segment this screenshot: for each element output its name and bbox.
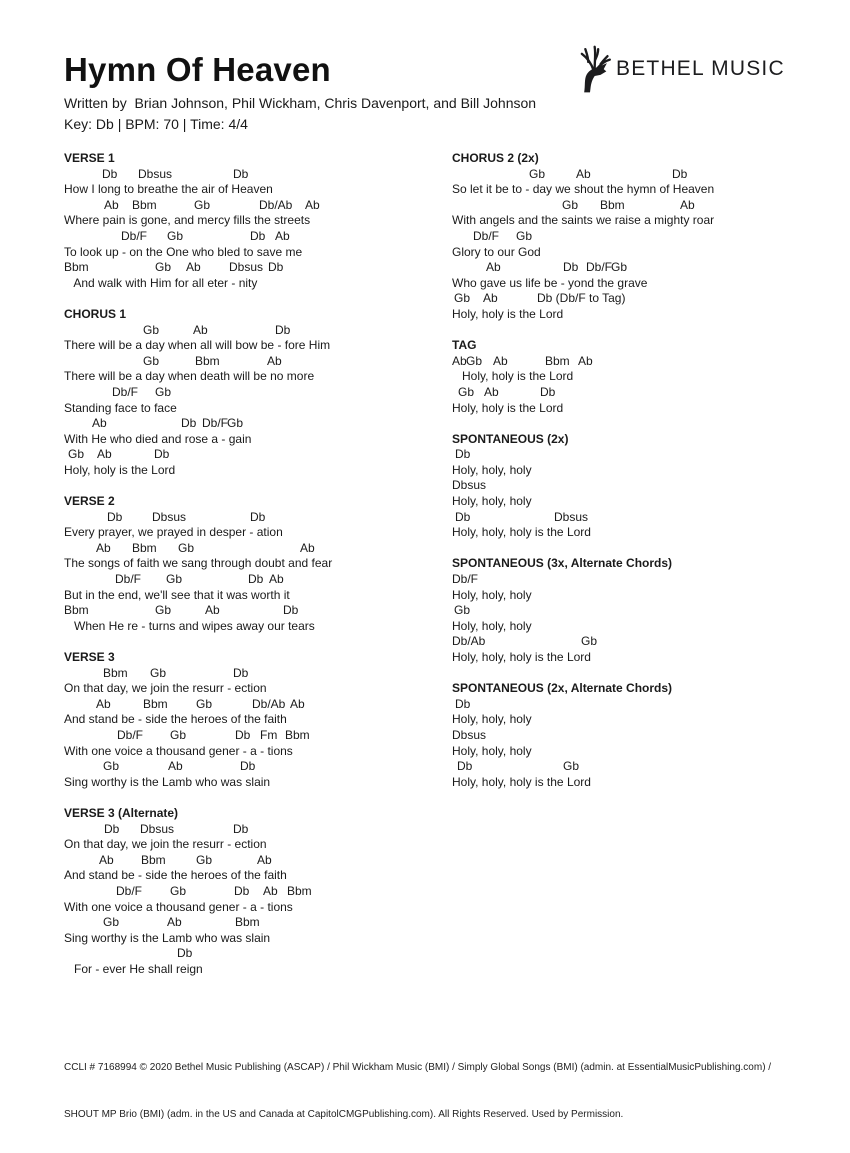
- lyric-line: When He re - turns and wipes away our tears: [64, 618, 315, 633]
- chord-line: [452, 385, 786, 401]
- lyric-line: And stand be - side the heroes of the faith: [64, 712, 287, 727]
- chord: Gb: [143, 353, 160, 368]
- chord: Gb: [103, 915, 120, 930]
- chord: Ab: [167, 915, 182, 930]
- section-chorus-2-2x: [452, 151, 786, 323]
- lyric-line: Holy, holy, holy is the Lord: [452, 774, 591, 789]
- chord: Gb: [155, 260, 172, 275]
- chord: Db: [107, 509, 123, 524]
- chord: Ab: [104, 197, 119, 212]
- chord-line: [64, 822, 452, 838]
- chord-line: [64, 759, 452, 775]
- lyric-line: Holy, holy, holy: [452, 587, 532, 602]
- section-heading: VERSE 2: [64, 494, 115, 509]
- chord: Gb: [454, 291, 471, 306]
- chord: Db/F: [202, 416, 229, 431]
- section-spontaneous-2x: [452, 432, 786, 541]
- song-byline: Written by Brian Johnson, Phil Wickham, Chris Davenport, and Bill Johnson: [64, 95, 537, 111]
- section-heading: VERSE 3 (Alternate): [64, 805, 179, 820]
- chord: Gb: [170, 883, 187, 898]
- lyric-line: To look up - on the One who bled to save me: [64, 244, 303, 259]
- chord: Gb: [167, 228, 184, 243]
- chord: Ab: [193, 322, 208, 337]
- chord-line: [64, 167, 452, 183]
- chord: Ab: [578, 353, 593, 368]
- chord: Db/F: [117, 727, 144, 742]
- chord: Gb: [611, 260, 628, 275]
- chord: Gb: [466, 353, 483, 368]
- chord: Gb: [454, 603, 471, 618]
- chord: Dbsus: [554, 509, 589, 524]
- left-column: [64, 151, 452, 993]
- chord: Fm: [260, 727, 278, 742]
- section-chorus-1: [64, 307, 452, 479]
- chord-line: [64, 447, 452, 463]
- section-heading: TAG: [452, 338, 477, 353]
- chord: Ab: [493, 353, 508, 368]
- chord-line: [64, 666, 452, 682]
- chord-line: [452, 167, 786, 183]
- chord-line: [64, 229, 452, 245]
- chord-line: [452, 260, 786, 276]
- chord: Db/F: [121, 228, 148, 243]
- chord: Db: [268, 260, 284, 275]
- chord-line: [64, 510, 452, 526]
- chord: Gb: [458, 384, 475, 399]
- chord: Bbm: [235, 915, 260, 930]
- lyric-line: Holy, holy, holy: [452, 712, 532, 727]
- chord: Gb: [155, 384, 172, 399]
- chord: Ab: [680, 197, 695, 212]
- section-verse-3-alternate: [64, 806, 452, 978]
- chord-line: [64, 385, 452, 401]
- lyric-line: And stand be - side the heroes of the faith: [64, 868, 287, 883]
- section-heading: SPONTANEOUS (3x, Alternate Chords): [452, 556, 673, 571]
- chord: Ab: [267, 353, 282, 368]
- chord-line: [452, 447, 786, 463]
- chord: Ab: [483, 291, 498, 306]
- chord: Ab: [452, 353, 467, 368]
- chord-line: [64, 416, 452, 432]
- chord: Db/F: [116, 883, 143, 898]
- chord: Gb: [227, 416, 244, 431]
- lyric-line: Sing worthy is the Lamb who was slain: [64, 930, 271, 945]
- lyric-line: With He who died and rose a - gain: [64, 431, 252, 446]
- chord: Gb: [562, 197, 579, 212]
- chord: Dbsus: [452, 478, 487, 493]
- chord-line: [64, 915, 452, 931]
- chord: Ab: [96, 540, 111, 555]
- chord: Bbm: [143, 696, 168, 711]
- lyric-line: Holy, holy is the Lord: [64, 462, 176, 477]
- chord: Db/F: [473, 228, 500, 243]
- chord-line: [64, 323, 452, 339]
- chord: Gb: [516, 228, 533, 243]
- chord: Dbsus: [138, 166, 173, 181]
- chord-line: [64, 260, 452, 276]
- song-key-bpm-time: Key: Db | BPM: 70 | Time: 4/4: [64, 116, 248, 132]
- chord: Gb: [170, 727, 187, 742]
- chord: Gb: [143, 322, 160, 337]
- chord-line: [452, 198, 786, 214]
- chord-line: [452, 229, 786, 245]
- lyric-line: And walk with Him for all eter - nity: [64, 275, 258, 290]
- chord: Db: [235, 727, 251, 742]
- bethel-stag-icon: [576, 45, 611, 93]
- lyric-line: Sing worthy is the Lamb who was slain: [64, 774, 271, 789]
- chord: Db/Ab: [259, 197, 293, 212]
- lyric-line: Standing face to face: [64, 400, 177, 415]
- chord: Db: [672, 166, 688, 181]
- lyric-line: But in the end, we'll see that it was worth it: [64, 587, 290, 602]
- lyric-line: Glory to our God: [452, 244, 541, 259]
- chord-line: [452, 354, 786, 370]
- chord: Db/F: [452, 572, 479, 587]
- chord-line: [64, 198, 452, 214]
- chord: Gb: [529, 166, 546, 181]
- section-tag: [452, 338, 786, 416]
- chord: Db/F: [115, 572, 142, 587]
- lyric-line: Holy, holy, holy: [452, 743, 532, 758]
- chord: Gb: [68, 447, 85, 462]
- chord: Db: [104, 821, 120, 836]
- lyric-line: Every prayer, we prayed in desper - ation: [64, 525, 283, 540]
- chord-line: [452, 510, 786, 526]
- chord: Db/F: [586, 260, 613, 275]
- chord: Gb: [155, 603, 172, 618]
- chord: Db: [457, 759, 473, 774]
- lyric-line: How I long to breathe the air of Heaven: [64, 182, 273, 197]
- chord: Db: [283, 603, 299, 618]
- chord: Db: [275, 322, 291, 337]
- chord: Ab: [290, 696, 305, 711]
- lyric-line: Holy, holy, holy: [452, 462, 532, 477]
- chord: Db: [455, 509, 471, 524]
- chord-line: [64, 728, 452, 744]
- chord: Bbm: [132, 540, 157, 555]
- chord-line: [452, 728, 786, 744]
- lyric-line: Who gave us life be - yond the grave: [452, 275, 648, 290]
- chord: Db: [233, 166, 249, 181]
- chord-line: [64, 354, 452, 370]
- chord-line: [452, 478, 786, 494]
- chord: Bbm: [103, 665, 128, 680]
- lyric-line: With angels and the saints we raise a mighty roar: [452, 213, 715, 228]
- lyric-line: Holy, holy, holy: [452, 618, 532, 633]
- chord: Gb: [196, 696, 213, 711]
- lyric-line: Holy, holy is the Lord: [452, 400, 564, 415]
- chord: Db/Ab: [452, 634, 486, 649]
- chord: Gb: [196, 852, 213, 867]
- chord: Dbsus: [452, 727, 487, 742]
- chord: Ab: [263, 883, 278, 898]
- chord-line: [452, 572, 786, 588]
- chord: Gb: [166, 572, 183, 587]
- section-heading: CHORUS 2 (2x): [452, 151, 539, 165]
- chord: Ab: [99, 852, 114, 867]
- section-heading: VERSE 1: [64, 151, 115, 165]
- copyright-line-1: CCLI # 7168994 © 2020 Bethel Music Publishing (ASCAP) / Phil Wickham Music (BMI) / Simply Global Songs (BMI) (admin. at EssentialMusicPublishing.com) /: [64, 1062, 772, 1073]
- chord: Bbm: [545, 353, 570, 368]
- chart-body: [64, 151, 786, 993]
- chord: Gb: [563, 759, 580, 774]
- chord: Db: [250, 228, 266, 243]
- chord: Db: [248, 572, 264, 587]
- chord: Ab: [186, 260, 201, 275]
- chord: Gb: [581, 634, 598, 649]
- chord: Ab: [300, 540, 315, 555]
- chord: Gb: [194, 197, 211, 212]
- chord: Db: [233, 821, 249, 836]
- chord: Db: [154, 447, 170, 462]
- lyric-line: On that day, we join the resurr - ection: [64, 837, 267, 852]
- section-verse-1: [64, 151, 452, 291]
- chord: Bbm: [64, 260, 89, 275]
- chord: Db: [563, 260, 579, 275]
- chord-line: [64, 946, 452, 962]
- chord-line: [452, 634, 786, 650]
- chord: Db: [455, 696, 471, 711]
- chord: Db: [233, 665, 249, 680]
- section-spontaneous-2x-alternate-chords: [452, 681, 786, 790]
- bethel-music-logo: [576, 45, 785, 93]
- section-heading: CHORUS 1: [64, 306, 127, 321]
- right-column: [452, 151, 786, 993]
- chord: Db: [234, 883, 250, 898]
- chord-line: [64, 884, 452, 900]
- chord: Db: [177, 946, 193, 961]
- chord-line: [64, 541, 452, 557]
- chord: Ab: [486, 260, 501, 275]
- section-heading: SPONTANEOUS (2x): [452, 431, 569, 446]
- chord: Dbsus: [152, 509, 187, 524]
- lyric-line: There will be a day when all will bow be - fore Him: [64, 338, 331, 353]
- chord: Db: [455, 447, 471, 462]
- chord: Db: [102, 166, 118, 181]
- chord: Ab: [168, 759, 183, 774]
- chord: Bbm: [141, 852, 166, 867]
- chord-line: [452, 697, 786, 713]
- chord: Bbm: [285, 727, 310, 742]
- lyric-line: Holy, holy, holy: [452, 494, 532, 509]
- chord: Ab: [92, 416, 107, 431]
- lyric-line: Where pain is gone, and mercy fills the streets: [64, 213, 311, 228]
- lyric-line: With one voice a thousand gener - a - tions: [64, 899, 293, 914]
- copyright-line-2: SHOUT MP Brio (BMI) (adm. in the US and Canada at CapitolCMGPublishing.com). All Rights Reserved. Used by Permission.: [64, 1108, 624, 1120]
- chord: Db: [181, 416, 197, 431]
- chord: Ab: [484, 384, 499, 399]
- copyright-footer: [64, 1029, 804, 1153]
- chord: Ab: [305, 197, 320, 212]
- chord-line: [64, 603, 452, 619]
- lyric-line: For - ever He shall reign: [64, 961, 203, 976]
- lyric-line: There will be a day when death will be no more: [64, 369, 315, 384]
- chord-line: [64, 572, 452, 588]
- section-verse-2: [64, 494, 452, 634]
- chord: Ab: [576, 166, 591, 181]
- chord-line: [64, 853, 452, 869]
- chord: Ab: [97, 447, 112, 462]
- chord: Bbm: [287, 883, 312, 898]
- lyric-line: Holy, holy, holy is the Lord: [452, 525, 591, 540]
- chord: Dbsus: [140, 821, 175, 836]
- chord: Ab: [257, 852, 272, 867]
- lyric-line: Holy, holy is the Lord: [452, 369, 574, 384]
- lyric-line: Holy, holy is the Lord: [452, 306, 564, 321]
- song-title: Hymn Of Heaven: [64, 51, 331, 88]
- chord: Bbm: [600, 197, 625, 212]
- chord: Db: [250, 509, 266, 524]
- chord-line: [64, 697, 452, 713]
- chord: Bbm: [64, 603, 89, 618]
- chord: Db: [240, 759, 256, 774]
- chord-line: [452, 291, 786, 307]
- chord: Db: [540, 384, 556, 399]
- chord: Ab: [275, 228, 290, 243]
- chord: Ab: [96, 696, 111, 711]
- section-spontaneous-3x-alternate-chords: [452, 556, 786, 665]
- chord: Gb: [103, 759, 120, 774]
- lyric-line: The songs of faith we sang through doubt and fear: [64, 556, 333, 571]
- chord: Bbm: [195, 353, 220, 368]
- chord: Db (Db/F to Tag): [537, 291, 626, 306]
- lyric-line: With one voice a thousand gener - a - tions: [64, 743, 293, 758]
- lyric-line: On that day, we join the resurr - ection: [64, 681, 267, 696]
- lyric-line: Holy, holy, holy is the Lord: [452, 650, 591, 664]
- chord: Gb: [150, 665, 167, 680]
- section-verse-3: [64, 650, 452, 790]
- section-heading: SPONTANEOUS (2x, Alternate Chords): [452, 681, 673, 696]
- chord: Bbm: [132, 197, 157, 212]
- section-heading: VERSE 3: [64, 650, 115, 664]
- chord: Ab: [269, 572, 284, 587]
- chord-line: [452, 603, 786, 619]
- logo-text: BETHEL MUSIC: [616, 57, 785, 80]
- chord: Dbsus: [229, 260, 264, 275]
- chord: Db/F: [112, 384, 139, 399]
- chord: Ab: [205, 603, 220, 618]
- chord-line: [452, 759, 786, 775]
- chord: Db/Ab: [252, 696, 286, 711]
- lyric-line: So let it be to - day we shout the hymn of Heaven: [452, 182, 715, 197]
- chord: Gb: [178, 540, 195, 555]
